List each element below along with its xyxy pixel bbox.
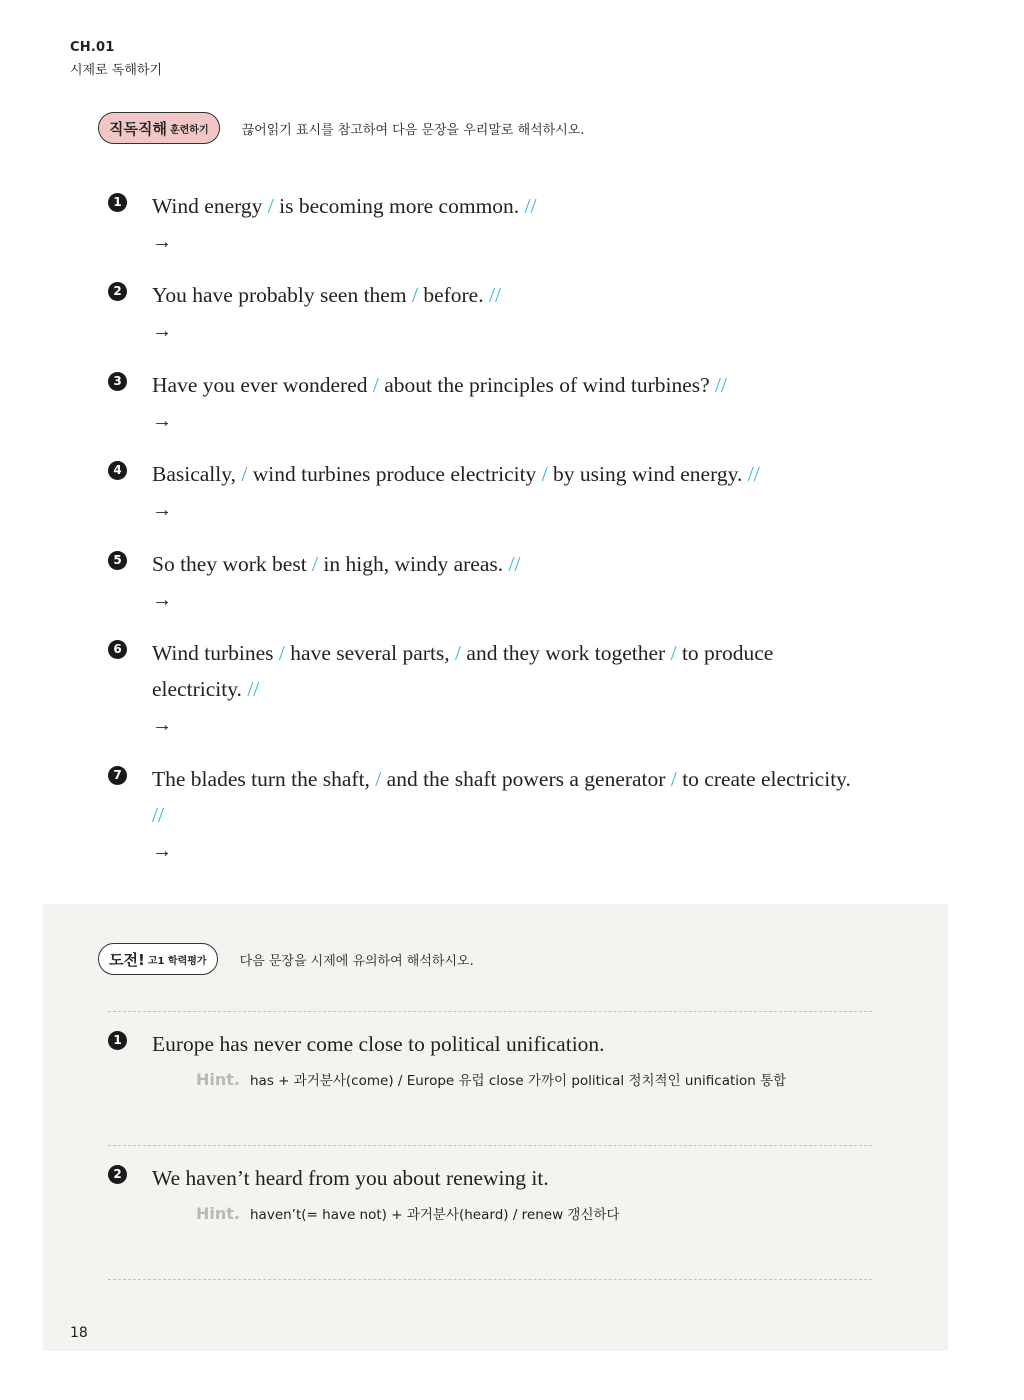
translation-arrow: → <box>152 840 172 862</box>
chunk-separator: // <box>709 373 727 397</box>
item-number: 2 <box>108 1165 127 1184</box>
sentence-chunk: and they work together <box>466 641 666 665</box>
exercise-sentence <box>152 456 868 492</box>
item-number: 1 <box>108 1031 127 1050</box>
badge-main-label: 직독직해 <box>109 119 167 138</box>
divider <box>108 1279 872 1280</box>
chunk-separator: / <box>665 641 682 665</box>
exercise-sentence <box>152 188 868 224</box>
hint-text: haven’t(= have not) + 과거분사(heard) / renew 갱신하다 <box>250 1207 620 1223</box>
sentence-chunk: to create electricity. <box>682 767 851 791</box>
item-number: 7 <box>108 766 127 785</box>
challenge-sentence: Europe has never come close to political unification. <box>152 1032 605 1056</box>
item-number: 4 <box>108 461 127 480</box>
sentence-chunk: is becoming more common. <box>279 194 520 218</box>
translation-arrow: → <box>152 714 172 736</box>
exercise-sentence <box>152 277 868 313</box>
section2-heading <box>98 943 474 975</box>
sentence-chunk: in high, windy areas. <box>323 552 504 576</box>
item-number: 5 <box>108 551 127 570</box>
chunk-separator: / <box>449 641 467 665</box>
sentence-chunk: The blades turn the shaft, <box>152 767 370 791</box>
item-number: 1 <box>108 193 127 212</box>
chapter-header <box>70 40 162 78</box>
training-badge <box>98 112 220 144</box>
hint <box>196 1069 786 1090</box>
exercise-item <box>108 367 868 439</box>
exercise-item <box>108 188 868 260</box>
chapter-subtitle: 시제로 독해하기 <box>70 63 163 78</box>
chunk-separator: / <box>665 767 683 791</box>
badge-sub-label: 훈련하기 <box>169 124 209 136</box>
translation-arrow: → <box>152 231 172 253</box>
hint-text: has + 과거분사(come) / Europe 유럽 close 가까이 political 정치적인 unification 통합 <box>250 1073 787 1089</box>
section1-heading <box>98 112 585 144</box>
sentence-chunk: have several parts, <box>290 641 450 665</box>
challenge-sentence: We haven’t heard from you about renewing it. <box>152 1166 549 1190</box>
exercise-sentence <box>152 761 868 833</box>
chunk-separator: / <box>536 462 554 486</box>
translation-arrow: → <box>152 589 172 611</box>
chapter-label: CH.01 <box>70 40 115 55</box>
item-number: 2 <box>108 282 127 301</box>
challenge-badge <box>98 943 218 975</box>
chunk-separator: / <box>406 283 424 307</box>
hint <box>196 1203 620 1224</box>
exercise-sentence <box>152 635 868 707</box>
exercise-sentence <box>152 367 868 403</box>
sentence-chunk: Basically, <box>152 462 236 486</box>
chunk-separator: // <box>241 677 260 701</box>
sentence-chunk: about the principles of wind turbines? <box>384 373 710 397</box>
chunk-separator: / <box>235 462 253 486</box>
sentence-chunk: Wind turbines <box>152 641 274 665</box>
translation-arrow: → <box>152 320 172 342</box>
sentence-chunk: Have you ever wondered <box>152 373 368 397</box>
chunk-separator: / <box>262 194 280 218</box>
translation-arrow: → <box>152 499 172 521</box>
sentence-chunk: So they work best <box>152 552 307 576</box>
section1-instruction: 끊어읽기 표시를 참고하여 다음 문장을 우리말로 해석하시오. <box>241 122 585 138</box>
sentence-chunk: You have probably seen them <box>152 283 407 307</box>
hint-label: Hint. <box>196 1070 240 1089</box>
challenge-item <box>108 1160 868 1196</box>
chunk-separator: // <box>503 552 521 576</box>
exercise-item <box>108 277 868 349</box>
sentence-chunk: and the shaft powers a generator <box>386 767 666 791</box>
sentence-chunk: by using wind energy. <box>553 462 743 486</box>
sentence-chunk: Wind energy <box>152 194 263 218</box>
divider <box>108 1011 872 1012</box>
item-number: 3 <box>108 372 127 391</box>
chunk-separator: // <box>519 194 537 218</box>
item-number: 6 <box>108 640 127 659</box>
chunk-separator: // <box>152 803 164 827</box>
chunk-separator: // <box>742 462 760 486</box>
page-number: 18 <box>70 1325 88 1341</box>
exercise-item <box>108 635 868 743</box>
challenge-item <box>108 1026 868 1062</box>
chunk-separator: / <box>369 767 387 791</box>
sentence-chunk: before. <box>423 283 484 307</box>
chunk-separator: / <box>367 373 385 397</box>
chunk-separator: / <box>306 552 324 576</box>
sentence-chunk: wind turbines produce electricity <box>252 462 537 486</box>
badge-main-label: 도전! <box>109 950 145 969</box>
exercise-item <box>108 456 868 528</box>
exercise-item <box>108 761 868 869</box>
divider <box>108 1145 872 1146</box>
section2-instruction: 다음 문장을 시제에 유의하여 해석하시오. <box>239 953 474 969</box>
exercise-item <box>108 546 868 618</box>
chunk-separator: // <box>483 283 501 307</box>
exercise-sentence <box>152 546 868 582</box>
chunk-separator: / <box>273 641 291 665</box>
badge-sub-label: 고1 학력평가 <box>147 955 207 967</box>
translation-arrow: → <box>152 410 172 432</box>
hint-label: Hint. <box>196 1204 240 1223</box>
sentence-chunk: to produce electricity. <box>152 641 774 701</box>
